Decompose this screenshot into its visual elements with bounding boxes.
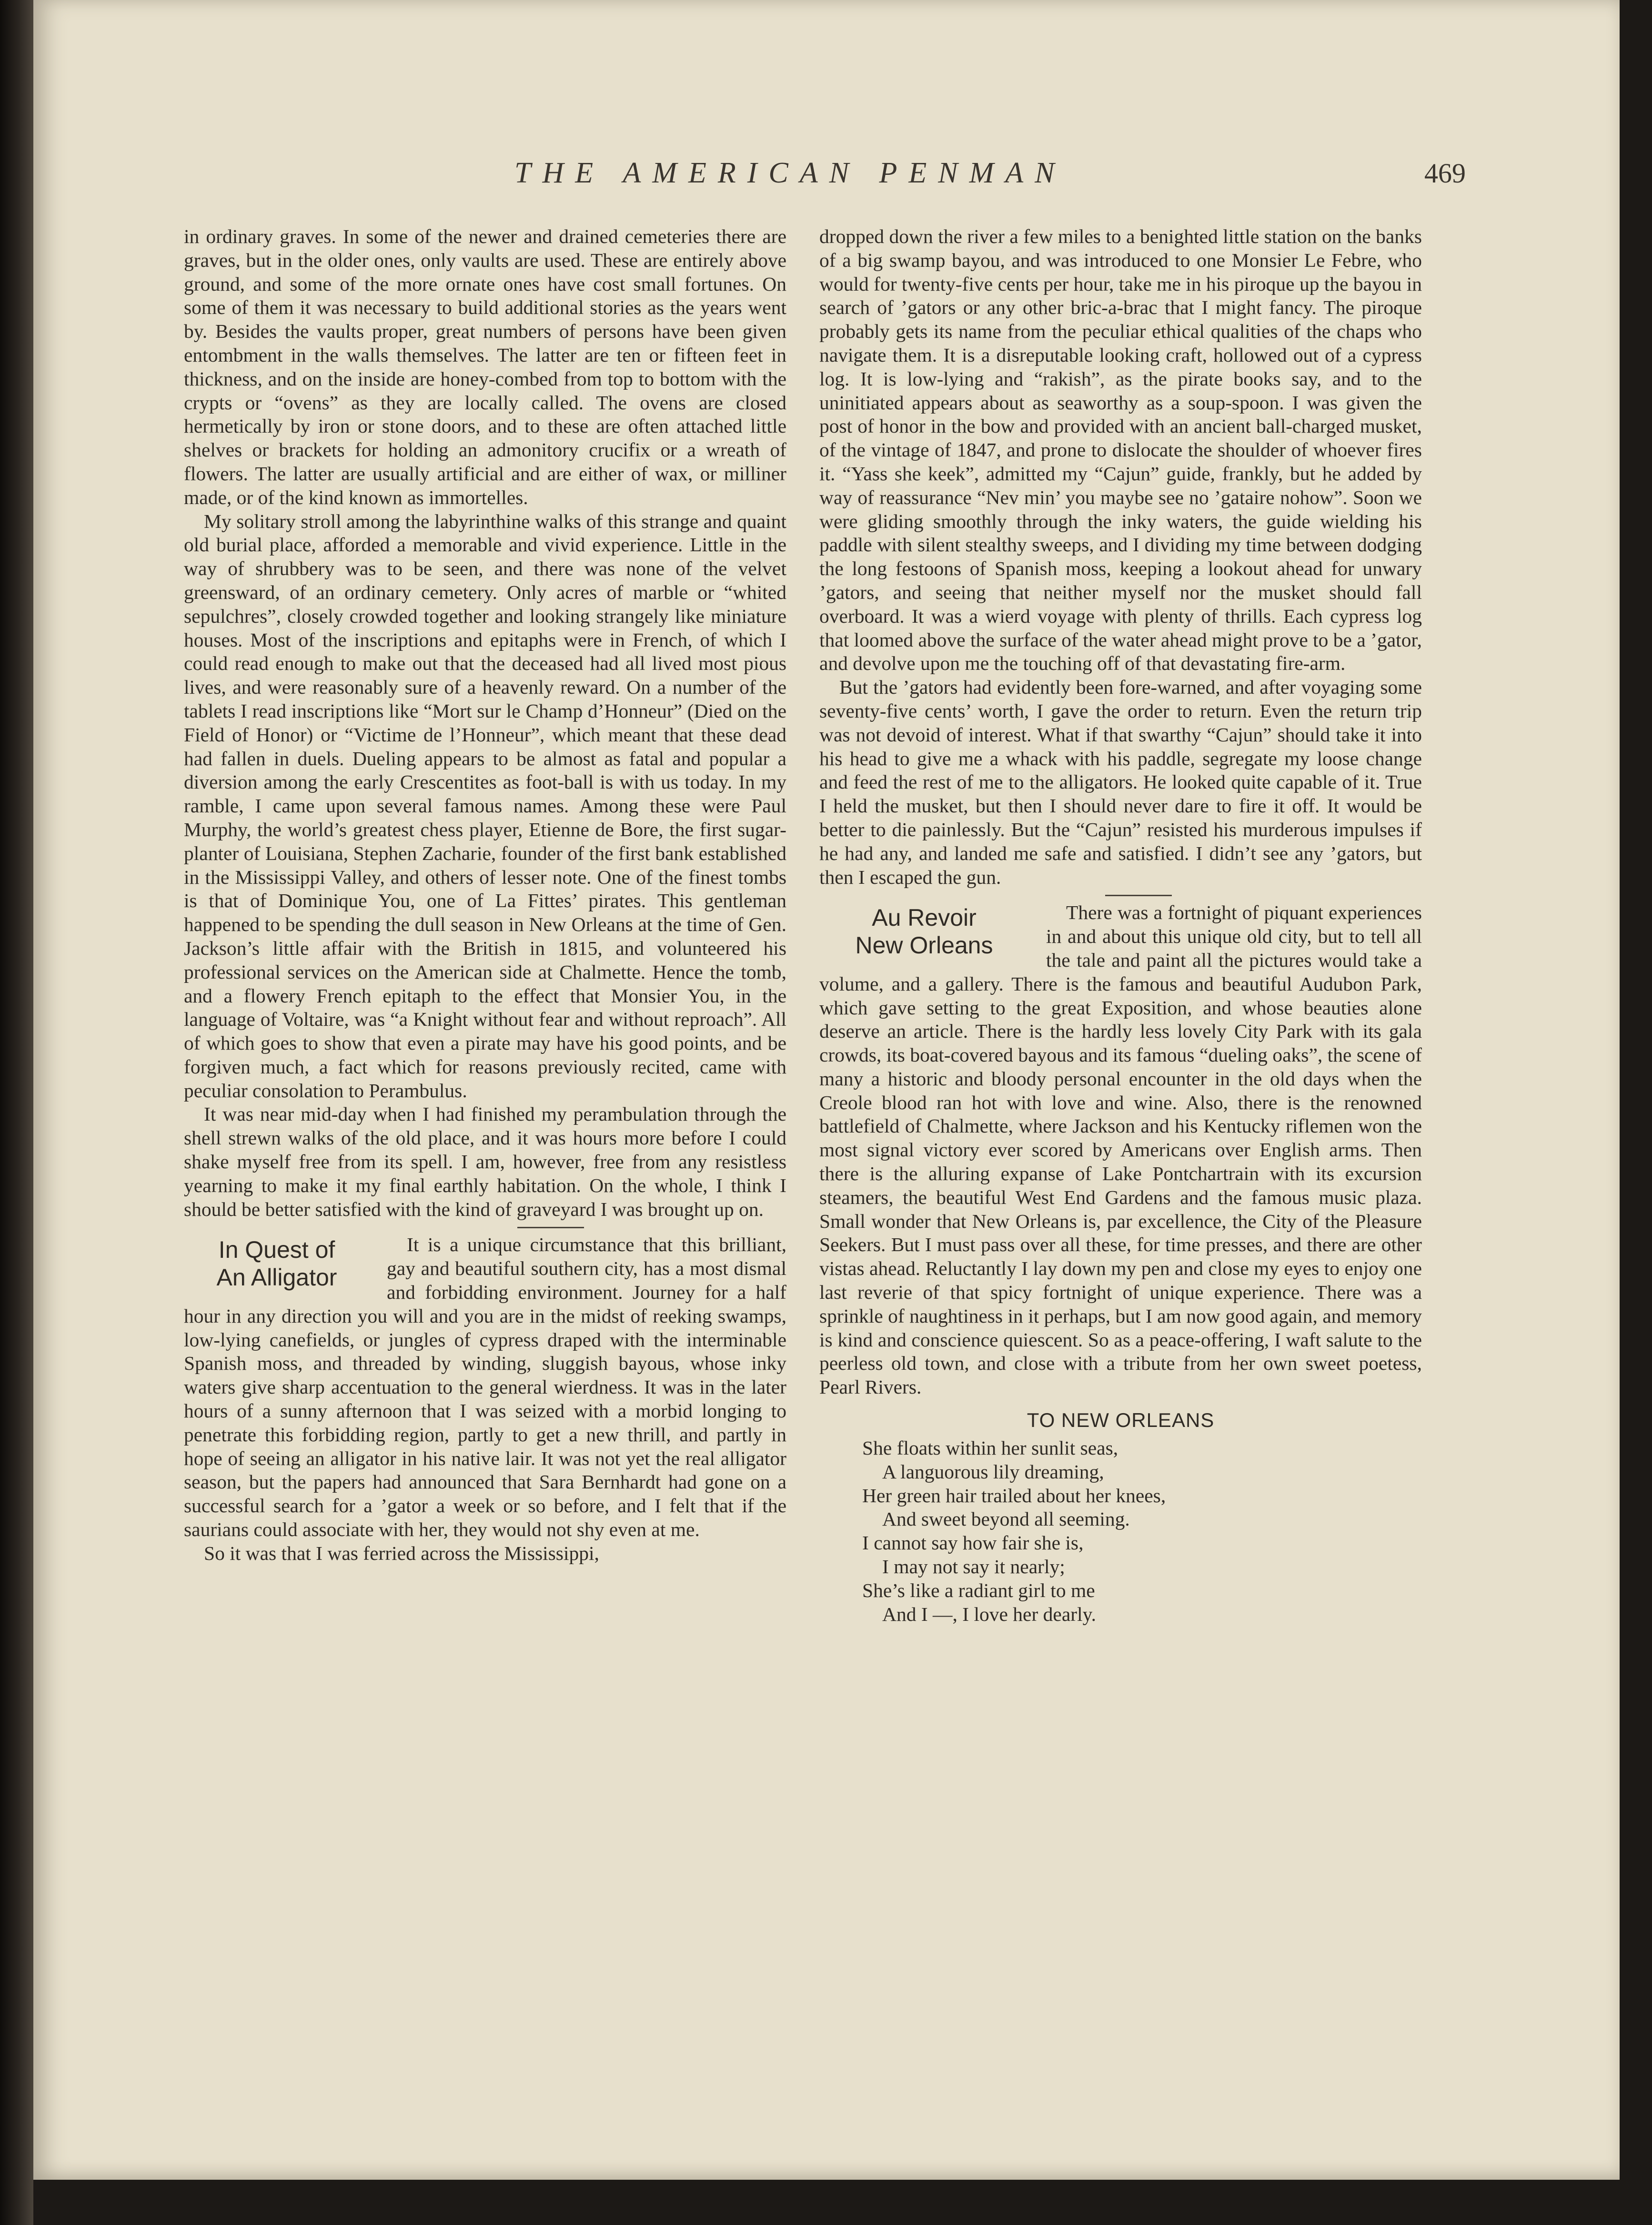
paragraph: in ordinary graves. In some of the newer and drained cemeteries there are graves, but in the older ones, only vaults are used. These are entirely above ground, and some of the more ornate ones have cost small fortunes. On some of them it was necessary to build additional stories as the years went by. Besides the vaults proper, great numbers of persons have been given entombment in the walls themselves. The latter are ten or fifteen feet in thickness, and on the inside are honey-combed from top to bottom with the crypts or “ovens” as they are locally called. The ovens are closed hermetically by iron or stone doors, and to these are often attached little shelves or brackets for holding an admonitory crucifix or a wreath of flowers. The latter are usually artificial and are either of wax, or milliner made, or of the kind known as immortelles. xyxy=(184,225,786,508)
paragraph: So it was that I was ferried across the Mississippi, xyxy=(204,1542,599,1564)
page-number: 469 xyxy=(1424,158,1466,189)
section-heading-line: An Alligator xyxy=(216,1264,337,1291)
magazine-page xyxy=(33,0,1620,2180)
paragraph: My solitary stroll among the labyrinthine walks of this strange and quaint old burial place, afforded a memorable and vivid experience. Little in the way of shrubbery was to be seen, and there was none of the velvet greensward, of an ordinary cemetery. Only acres of marble or “whited sepulchres”, closely crowded together and looking strangely like miniature houses. Most of the inscriptions and epitaphs were in French, of which I could read enough to make out that the deceased had all lived most pious lives, and were reasonably sure of a heavenly reward. On a number of the tablets I read inscriptions like “Mort sur le Champ d’Honneur” (Died on the Field of Honor) or “Victime de l’Honneur”, which meant that these dead had fallen in duels. Dueling appears to be almost as fatal and popular a diversion among the early Crescentites as foot-ball is with us today. In my ramble, I came upon several famous names. Among these were Paul Murphy, the world’s greatest chess player, Etienne de Bore, the first sugar-planter of Louisiana, Stephen Zacharie, founder of the first bank established in the Mississippi Valley, and others of lesser note. One of the finest tombs is that of Dominique You, one of La Fittes’ pirates. This gentleman happened to be spending the dull season in New Orleans at the time of Gen. Jackson’s little affair with the British in 1815, and volunteered his professional services on the American side at Chalmette. Hence the tomb, and a flowery French epitaph to the effect that Monsier You, in the language of Voltaire, was “a Knight without fear and without reproach”. All of which goes to show that even a pirate may have his good points, and be forgiven much, a fact which for reasons previously recited, came with peculiar consolation to Perambulus. xyxy=(184,510,786,1102)
section-heading-alligator xyxy=(184,1236,370,1291)
poem-line: And sweet beyond all seeming. xyxy=(882,1508,1130,1530)
right-column xyxy=(819,225,1422,1626)
section-divider xyxy=(517,1227,584,1228)
running-head: THE AMERICAN PENMAN xyxy=(514,157,1066,189)
scan-background-right xyxy=(1620,0,1652,2225)
paragraph: dropped down the river a few miles to a benighted little station on the banks of a big swamp bayou, and was introduced to one Monsier Le Febre, who would for twenty-five cents per hour, take me in his piroque up the bayou in search of ’gators or any other bric-a-brac that I might fancy. The piroque probably gets its name from the peculiar ethical qualities of the chaps who navigate them. It is a disreputable looking craft, hollowed out of a cypress log. It is low-lying and “rakish”, as the pirate books say, and to the uninitiated appears about as seaworthy as a soup-spoon. I was given the post of honor in the bow and provided with an ancient ball-charged musket, of the vintage of 1847, and prone to dislocate the shoulder of whoever fires it. “Yass she keek”, admitted my “Cajun” guide, frankly, but he added by way of reassurance “Nev min’ you maybe see no ’gataire nohow”. Soon we were gliding smoothly through the inky waters, the guide wielding his paddle with silent stealthy sweeps, and I dividing my time between dodging the long festoons of Spanish moss, keeping a lookout ahead for unwary ’gators, and seeing that neither myself nor the musket should fall overboard. It was a wierd voyage with plenty of thrills. Each cypress log that loomed above the surface of the water ahead might prove to be a ’gator, and devolve upon me the touching off of that devastating fire-arm. xyxy=(819,225,1422,675)
poem-line: She floats within her sunlit seas, xyxy=(862,1437,1118,1459)
poem xyxy=(862,1436,1422,1626)
paragraph: It was near mid-day when I had finished my perambulation through the shell strewn walks of the old place, and it was hours more before I could shake myself free from its spell. I am, however, free from any resistless yearning to make it my final earthly habitation. On the whole, I think I should be better satisfied with the kind of graveyard I was brought up on. xyxy=(184,1103,786,1220)
poem-line: And I —, I love her dearly. xyxy=(882,1603,1097,1625)
poem-line: Her green hair trailed about her knees, xyxy=(862,1484,1166,1507)
section-heading-line: In Quest of xyxy=(218,1236,335,1264)
left-column xyxy=(184,225,786,1566)
book-spine-edge xyxy=(0,0,33,2225)
page-header xyxy=(33,156,1620,199)
poem-title: TO NEW ORLEANS xyxy=(1027,1409,1215,1432)
paragraph: It is a unique circumstance that this brilliant, gay and beautiful southern city, has a most dismal and forbidding environment. Journey for a half hour in any direction you will and you are in the midst of reeking swamps, low-lying canefields, or jungles of cypress draped with the interminable Spanish moss, and threaded by winding, sluggish bayous, whose inky waters give sharp accentuation to the general wierdness. It was in the later hours of a sunny afternoon that I was seized with a morbid longing to penetrate this forbidding region, partly to get a new thrill, and partly in hope of seeing an alligator in his native lair. It was not yet the real alligator season, but the papers had announced that Sara Bernhardt had gone on a successful search for a ’gator a week or so before, and I felt that if the saurians could associate with her, they would not shy even at me. xyxy=(184,1234,786,1541)
scan-background-bottom xyxy=(33,2180,1652,2225)
poem-line: A languorous lily dreaming, xyxy=(882,1460,1104,1483)
poem-line: She’s like a radiant girl to me xyxy=(862,1579,1095,1601)
section-divider xyxy=(1105,895,1172,896)
paragraph: But the ’gators had evidently been fore-warned, and after voyaging some seventy-five cents’ worth, I gave the order to return. Even the return trip was not devoid of interest. What if that swarthy “Cajun” should take it into his head to give me a whack with his paddle, segregate my loose change and feed the rest of me to the alligators. He looked quite capable of it. True I held the musket, but then I should never dare to fire it off. It would be better to die painlessly. But the “Cajun” resisted his murderous impulses if he had any, and landed me safe and satisfied. I didn’t see any ’gators, but then I escaped the gun. xyxy=(819,676,1422,888)
section-heading-line: Au Revoir xyxy=(872,904,977,931)
paragraph: There was a fortnight of piquant experiences in and about this unique old city, but to tell all the tale and paint all the pictures would take a volume, and a gallery. There is the famous and beautiful Audubon Park, which gave setting to the great Exposition, and whose beauties alone deserve an article. There is the hardly less lovely City Park with its gala crowds, its boat-covered bayous and its famous “dueling oaks”, the scene of many a historic and bloody personal encounter in the old days when the Creole blood ran hot with love and wine. Also, there is the renowned battlefield of Chalmette, where Jackson and his Kentucky riflemen won the most signal victory ever scored by Americans over English arms. Then there is the alluring expanse of Lake Pontchartrain with its excursion steamers, the beautiful West End Gardens and the famous music plaza. Small wonder that New Orleans is, par excellence, the City of the Pleasure Seekers. But I must pass over all these, for time presses, and there are other vistas ahead. Reluctantly I lay down my pen and close my eyes to enjoy one last reverie of that spicy fortnight of unique experience. There was a sprinkle of naughtiness in it perhaps, but I am now good again, and memory is kind and conscience quiescent. So as a peace-offering, I waft salute to the peerless old town, and close with a tribute from her own sweet poetess, Pearl Rivers. xyxy=(819,901,1422,1398)
section-heading-line: New Orleans xyxy=(855,932,993,959)
poem-line: I cannot say how fair she is, xyxy=(862,1532,1084,1554)
poem-line: I may not say it nearly; xyxy=(882,1556,1065,1578)
section-heading-au-revoir xyxy=(819,904,1029,959)
